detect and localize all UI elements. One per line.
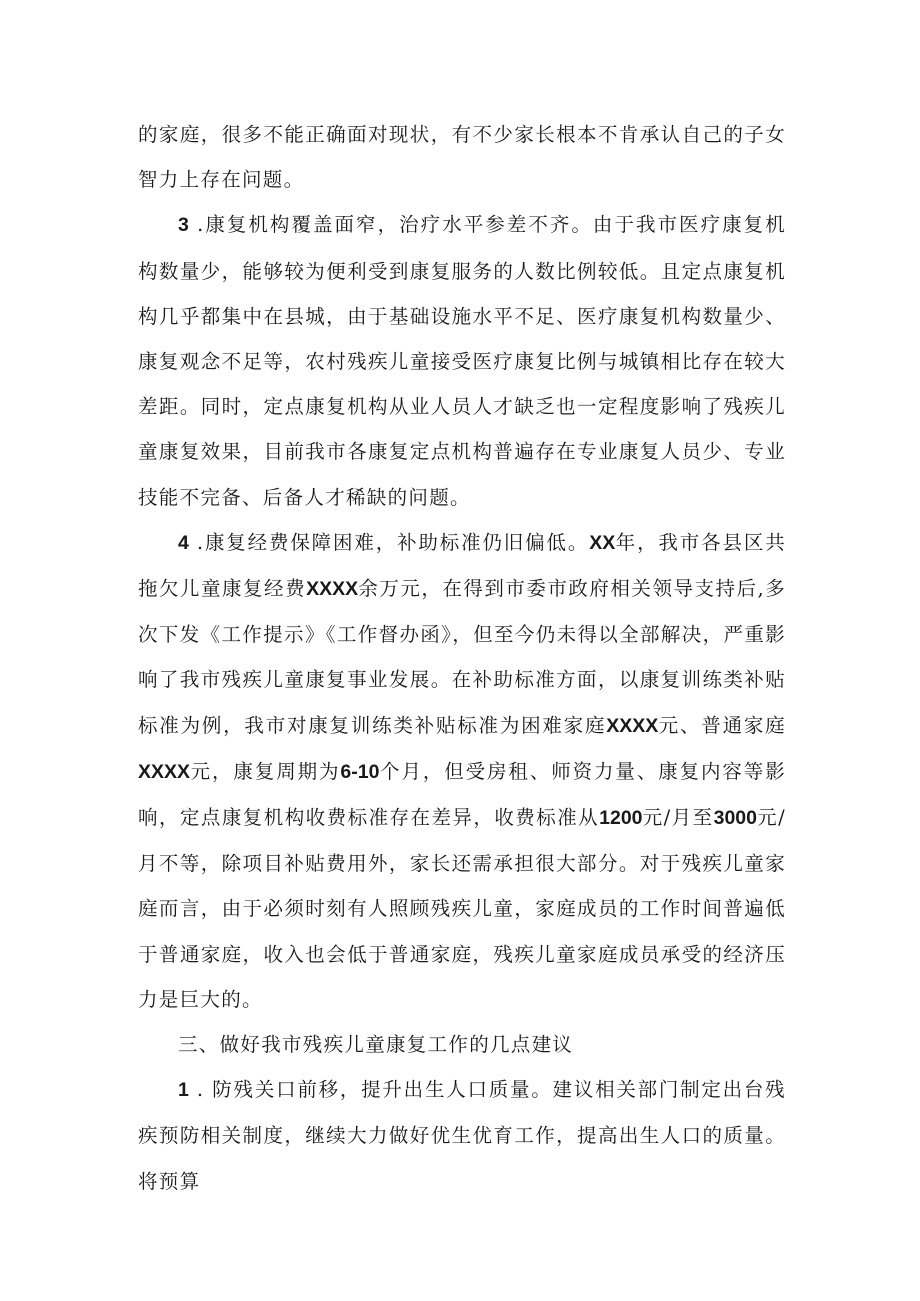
paragraph-text: .康复机构覆盖面窄，治疗水平参差不齐。由于我市医疗康复机构数量少，能够较为便利受到康复服务的人数比例较低。且定点康复机构几乎都集中在县城，由于基础设施水平不足、医疗康复机构数量少、康复观念不足等，农村残疾儿童接受医疗康复比例与城镇相比存在较大差距。同时，定点康复机构从业人员人才缺乏也一定程度影响了残疾儿童康复效果，目前我市各康复定点机构普遍存在专业康复人员少、专业技能不完备、后备人才稀缺的问题。 — [138, 213, 786, 509]
paragraph-text: 余万元，在得到市委市政府相关领导支持后,多次下发《工作提示》《工作督办函》，但至今仍未得以全部解决，严重影响了我市残疾儿童康复事业发展。在补助标准方面，以康复训练类补贴标准为例，我市对康复训练类补贴标准为困难家庭 — [138, 577, 786, 737]
paragraph-text: 的家庭，很多不能正确面对现状，有不少家长根本不肯承认自己的子女智力上存在问题。 — [138, 123, 786, 192]
amount-placeholder: XXXX — [138, 760, 191, 783]
paragraph-text: 元、普通家庭 — [658, 713, 786, 737]
paragraph-text: 元，康复周期为 — [190, 759, 341, 783]
paragraph-text: .康复经费保障困难，补助标准仍旧偏低。 — [188, 530, 590, 554]
paragraph-text: 元/月不等，除项目补贴费用外，家长还需承担很大部分。对于残疾儿童家庭而言，由于必须时刻有人照顾残疾儿童，家庭成员的工作时间普遍低于普通家庭，收入也会低于普通家庭，残疾儿童家庭成员承受的经济压力是巨大的。 — [138, 806, 786, 1011]
paragraph-rehab-institutions — [138, 202, 786, 519]
item-number: 3 — [178, 214, 189, 237]
paragraph-text: 个月，但受房租、师资力量、康复内容等影响，定点康复机构收费标准存在差异，收费标准从 — [138, 759, 787, 830]
paragraph-prevention — [138, 1067, 786, 1204]
paragraph-family-situation — [138, 112, 786, 202]
period-range: 6-10 — [340, 760, 380, 783]
amount-placeholder: XXXX — [606, 714, 659, 737]
paragraph-text: 元/月至 — [642, 806, 714, 830]
item-number: 1 — [178, 1079, 189, 1102]
fee-low: 1200 — [599, 807, 643, 830]
year-placeholder: XX — [589, 531, 616, 554]
amount-placeholder: XXXX — [306, 578, 359, 601]
paragraph-text: 年，我市各县区共拖欠儿童康复经费 — [138, 530, 786, 601]
document-page — [138, 112, 786, 1204]
fee-high: 3000 — [713, 807, 757, 830]
paragraph-rehab-funding — [138, 520, 786, 1022]
section-heading: 三、做好我市残疾儿童康复工作的几点建议 — [178, 1033, 574, 1057]
paragraph-text: . 防残关口前移，提升出生人口质量。建议相关部门制定出台残疾预防相关制度，继续大力做好优生优育工作，提高出生人口的质量。将预算 — [138, 1078, 786, 1193]
item-number: 4 — [178, 531, 189, 554]
